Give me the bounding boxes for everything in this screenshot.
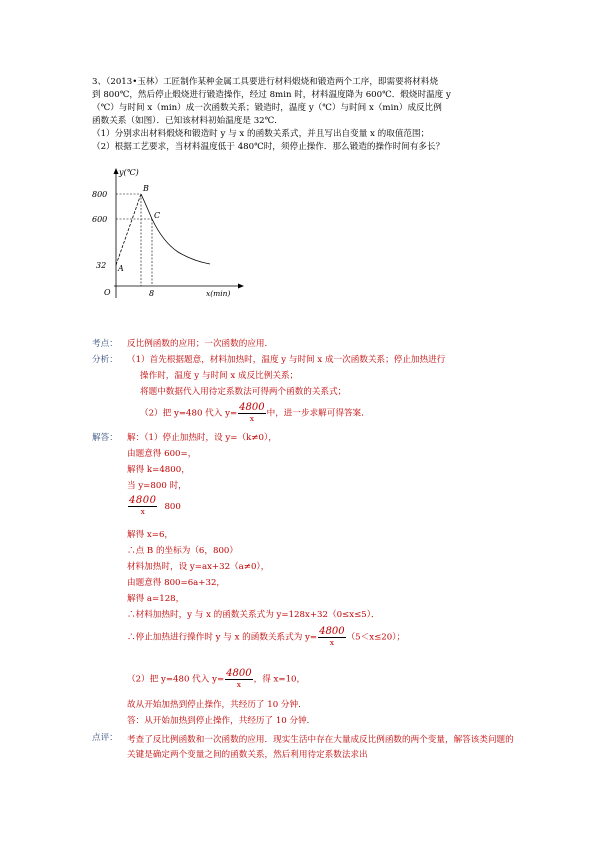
jieda-line-12-suffix: （5＜x≤20）；: [346, 632, 406, 643]
jieda-line-2: 由题意得 600=，: [127, 449, 197, 459]
jieda-line-10: 解得 a=128，: [127, 594, 185, 604]
jieda-fraction-3: [225, 669, 252, 689]
fenxi-line-2: 操作时，温度 y 与时间 x 成反比例关系；: [140, 371, 299, 381]
jieda-line-13-suffix: ，得 x=10，: [253, 674, 306, 685]
jieda-fraction-1-denominator: x: [140, 507, 145, 516]
jieda-fraction-3-numerator: 4800: [226, 668, 252, 679]
fenxi-line-4-prefix: （2）把 y=480 代入 y=: [140, 408, 238, 419]
jieda-line-7: ∴点 B 的坐标为（6，800）: [127, 546, 238, 556]
problem-question-1: （1）分别求出材料煅烧和锻造时 y 与 x 的函数关系式，并且写出自变量 x 的取值范围；: [92, 129, 430, 139]
problem-line-1: 3、（2013•玉林）工匠制作某种金属工具要进行材料煅烧和锻造两个工序，即需要将材料烧: [92, 77, 439, 87]
jieda-line-1: 解：（1）停止加热时，设 y=（k≠0），: [127, 433, 277, 443]
point-c-label: C: [154, 211, 161, 220]
jieda-line-13: [127, 669, 305, 689]
fenxi-fraction-numerator: 4800: [239, 402, 265, 413]
point-b-label: B: [143, 184, 149, 193]
jieda-line-4: 当 y=800 时，: [127, 481, 187, 491]
fenxi-line-3: 将题中数据代入用待定系数法可得两个函数的关系式；: [140, 387, 347, 397]
tick-label-800: 800: [92, 190, 108, 199]
jieda-line-3: 解得 k=4800，: [127, 465, 190, 475]
tick-label-600: 600: [92, 215, 108, 224]
dianping-text: 考查了反比例函数和一次函数的应用．现实生活中存在大量成反比例函数的两个变量，解答该类问题的关键是确定两个变量之间的函数关系，然后利用待定系数法求出: [127, 735, 514, 760]
jieda-fraction-1: [128, 496, 157, 516]
hyperbola-curve: [141, 194, 210, 264]
fenxi-fraction-denominator: x: [249, 414, 254, 423]
fenxi-fraction: [238, 403, 265, 423]
problem-line-4: 函数关系（如图）．已知该材料初始温度是 32℃．: [92, 116, 283, 126]
jieda-fraction-1-numerator: 4800: [129, 495, 157, 506]
jieda-line-12: [127, 627, 405, 647]
function-graph: [88, 162, 248, 312]
problem-question-2: （2）根据工艺要求，当材料温度低于 480℃时，须停止操作．那么锻造的操作时间有多长？: [92, 142, 445, 152]
x-axis-label: x(min): [206, 289, 231, 298]
tick-label-8: 8: [149, 289, 155, 298]
y-axis-label: y(℃): [119, 168, 139, 177]
kaodian-text: 反比例函数的应用；一次函数的应用．: [127, 339, 274, 349]
jieda-line-9: 由题意得 800=6a+32，: [127, 578, 226, 588]
dianping-label: 点评：: [92, 733, 118, 743]
jieda-fraction-3-denominator: x: [236, 680, 241, 689]
origin-label: O: [104, 288, 111, 297]
jieda-label: 解答：: [92, 433, 118, 443]
fenxi-line-4: [140, 403, 370, 423]
jieda-line-8: 材料加热时，设 y=ax+32（a≠0），: [127, 562, 270, 572]
fenxi-label: 分析：: [92, 355, 118, 365]
y-axis-arrow: [114, 168, 119, 174]
jieda-line-15: 答：从开始加热到停止操作，共经历了 10 分钟．: [127, 716, 316, 726]
problem-line-3: （℃）与时间 x（min）成一次函数关系；锻造时，温度 y（℃）与时间 x（min）成反比例: [92, 103, 442, 113]
tick-label-32: 32: [96, 261, 107, 270]
jieda-line-5-value: 800: [164, 501, 181, 512]
jieda-fraction-2: [318, 627, 345, 647]
jieda-line-11: ∴材料加热时，y 与 x 的函数关系式为 y=128x+32（0≤x≤5）．: [127, 610, 380, 620]
jieda-line-5: [127, 496, 181, 516]
jieda-line-12-prefix: ∴停止加热进行操作时 y 与 x 的函数关系式为 y=: [127, 632, 318, 643]
jieda-line-14: 故从开始加热到停止操作，共经历了 10 分钟．: [127, 700, 307, 710]
problem-line-2: 到 800℃，然后停止煅烧进行锻造操作，经过 8min 时，材料温度降为 600℃．煅烧时温度 y: [92, 90, 451, 100]
point-a-label: A: [118, 264, 124, 273]
jieda-line-13-prefix: （2）把 y=480 代入 y=: [127, 674, 225, 685]
x-axis-arrow: [238, 284, 244, 289]
jieda-line-6: 解得 x=6，: [127, 530, 174, 540]
fenxi-line-4-suffix: 中，进一步求解可得答案．: [266, 408, 370, 419]
fenxi-line-1: （1）首先根据题意，材料加热时，温度 y 与时间 x 成一次函数关系；停止加热进行: [127, 355, 446, 365]
jieda-fraction-2-denominator: x: [329, 638, 334, 647]
kaodian-label: 考点：: [92, 339, 118, 349]
jieda-fraction-2-numerator: 4800: [319, 626, 345, 637]
segment-ab: [116, 194, 141, 265]
